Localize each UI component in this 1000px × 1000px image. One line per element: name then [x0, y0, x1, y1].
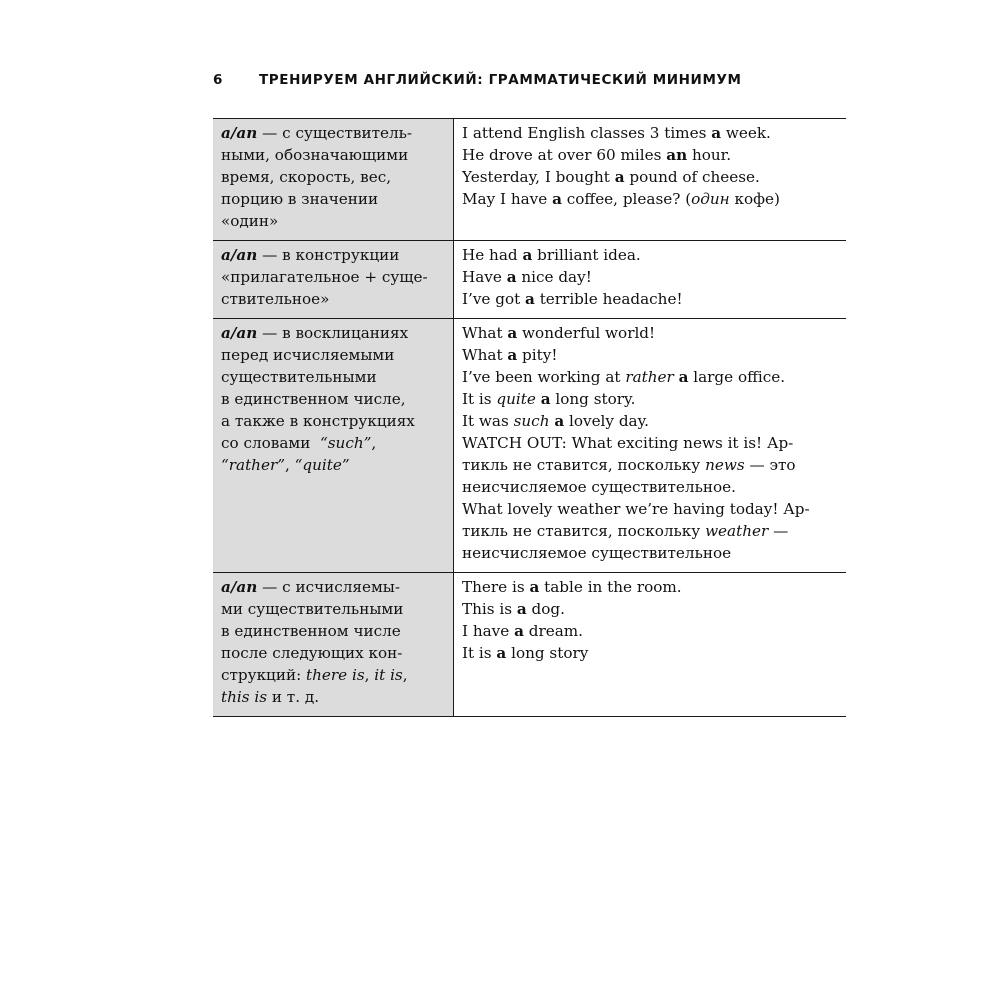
example-sentence	[462, 188, 842, 210]
rule-line	[221, 244, 447, 266]
example-sentence	[462, 576, 842, 598]
rule-text: ,	[402, 666, 408, 684]
example-text: pity!	[517, 346, 558, 364]
example-sentence	[462, 144, 842, 166]
example-text: long story	[506, 644, 589, 662]
rule-text: — с существитель-	[257, 124, 413, 142]
rule-text: ,	[284, 456, 295, 474]
construction-there-is: there is	[306, 666, 365, 684]
article: a	[540, 390, 551, 408]
note-italic: weather	[705, 522, 769, 540]
keyword-such: “such”	[319, 434, 372, 452]
article: a	[529, 578, 540, 596]
rule-text: со словами	[221, 434, 320, 452]
examples-cell	[454, 241, 847, 319]
intensifier-italic: quite	[496, 390, 536, 408]
article: a	[516, 600, 527, 618]
examples-cell	[454, 573, 847, 717]
note-line: What lovely weather we’re having today! Ар-	[462, 500, 810, 518]
article: a	[507, 346, 518, 364]
article: a	[507, 324, 518, 342]
rule-line	[221, 664, 447, 686]
article: a	[678, 368, 689, 386]
note-line: неисчисляемое существительное.	[462, 478, 736, 496]
construction-this-is: this is	[221, 688, 268, 706]
article: a	[552, 190, 562, 208]
example-text: There is	[462, 578, 530, 596]
rule-text: порцию в значении	[221, 190, 379, 208]
examples-cell	[454, 319, 847, 573]
example-text: He had	[462, 246, 523, 264]
example-text: brilliant idea.	[532, 246, 641, 264]
example-sentence	[462, 322, 842, 344]
rule-text: «один»	[221, 212, 279, 230]
table-row	[213, 119, 846, 241]
note-line	[462, 520, 842, 542]
note-italic: news	[705, 456, 745, 474]
example-text: It was	[462, 412, 514, 430]
example-text: I’ve been working at	[462, 368, 626, 386]
rule-text: после следующих кон-	[221, 644, 403, 662]
example-text: I attend English classes 3 times	[462, 124, 712, 142]
construction-it-is: it is	[374, 666, 403, 684]
rule-text: ствительное»	[221, 290, 330, 308]
example-sentence	[462, 620, 842, 642]
example-text: hour.	[687, 146, 732, 164]
note-line	[462, 454, 842, 476]
rule-text: — в восклицаниях	[257, 324, 409, 342]
article: a	[522, 246, 533, 264]
example-sentence	[462, 344, 842, 366]
rule-text: существительными	[221, 368, 377, 386]
table-row	[213, 319, 846, 573]
rule-cell	[213, 573, 454, 717]
example-text: This is	[462, 600, 517, 618]
example-text: It is	[462, 644, 497, 662]
rule-text: и т. д.	[267, 688, 320, 706]
article: a	[711, 124, 722, 142]
rule-line	[221, 686, 447, 708]
rule-cell	[213, 241, 454, 319]
example-text: pound of cheese.	[624, 168, 760, 186]
example-text: кофе)	[729, 190, 780, 208]
rule-cell	[213, 319, 454, 573]
article: a	[496, 644, 507, 662]
example-text: dog.	[526, 600, 565, 618]
keyword-quite: “quite”	[294, 456, 350, 474]
example-text: nice day!	[516, 268, 592, 286]
example-text: long story.	[550, 390, 636, 408]
example-sentence	[462, 166, 842, 188]
rule-text: ными, обозначающими	[221, 146, 409, 164]
example-sentence	[462, 266, 842, 288]
rule-text: а также в конструкциях	[221, 412, 415, 430]
note-text: тикль не ставится, поскольку	[462, 522, 706, 540]
example-text: It is	[462, 390, 497, 408]
intensifier-italic: rather	[625, 368, 674, 386]
table-row	[213, 241, 846, 319]
article: a	[525, 290, 535, 308]
article: a	[506, 268, 517, 286]
rule-line	[221, 432, 447, 454]
rule-text: в единственном числе	[221, 622, 401, 640]
rule-text: ми существительными	[221, 600, 404, 618]
rule-text: — с исчисляемы-	[257, 578, 401, 596]
example-text: large office.	[688, 368, 786, 386]
page-number: 6	[213, 72, 223, 88]
translation-italic: один	[691, 190, 730, 208]
note-text: —	[768, 522, 789, 540]
rule-text: струкций:	[221, 666, 307, 684]
note-line: неисчисляемое существительное	[462, 544, 732, 562]
rule-text: перед исчисляемыми	[221, 346, 395, 364]
rule-term: a/an	[221, 124, 258, 142]
example-text: May I have	[462, 190, 553, 208]
rule-term: a/an	[221, 578, 258, 596]
example-text: What	[462, 346, 508, 364]
example-text: Have	[462, 268, 507, 286]
example-sentence	[462, 410, 842, 432]
example-text: I’ve got	[462, 290, 526, 308]
example-text: I have	[462, 622, 515, 640]
rule-line	[221, 576, 447, 598]
article: a	[514, 622, 524, 640]
note-text: — это	[744, 456, 796, 474]
example-text: week.	[721, 124, 771, 142]
example-sentence	[462, 598, 842, 620]
example-sentence	[462, 642, 842, 664]
rule-text: — в конструкции	[257, 246, 400, 264]
example-text: lovely day.	[564, 412, 649, 430]
article: a	[554, 412, 565, 430]
rule-text: ,	[371, 434, 377, 452]
example-sentence	[462, 244, 842, 266]
grammar-rules-table	[213, 118, 846, 717]
table-row	[213, 573, 846, 717]
example-text: coffee, please? (	[561, 190, 692, 208]
running-title: ТРЕНИРУЕМ АНГЛИЙСКИЙ: ГРАММАТИЧЕСКИЙ МИНИМУМ	[259, 72, 742, 88]
rule-line	[221, 454, 447, 476]
example-sentence	[462, 288, 842, 310]
example-text: terrible headache!	[534, 290, 683, 308]
example-text: Yesterday, I bought	[462, 168, 615, 186]
example-text: wonderful world!	[517, 324, 656, 342]
note-line: WATCH OUT: What exciting news it is! Ар-	[462, 434, 794, 452]
example-text: He drove at over 60 miles	[462, 146, 667, 164]
note-text: тикль не ставится, поскольку	[462, 456, 706, 474]
rule-line	[221, 122, 447, 144]
rule-text: время, скорость, вес,	[221, 168, 392, 186]
rule-line	[221, 322, 447, 344]
rule-term: a/an	[221, 246, 258, 264]
article: a	[614, 168, 625, 186]
rule-text: «прилагательное + суще-	[221, 268, 428, 286]
page-header	[213, 72, 818, 96]
rule-term: a/an	[221, 324, 258, 342]
rule-text: ,	[364, 666, 375, 684]
example-sentence	[462, 122, 842, 144]
examples-cell	[454, 119, 847, 241]
rule-cell	[213, 119, 454, 241]
intensifier-italic: such	[513, 412, 550, 430]
rule-text: в единственном числе,	[221, 390, 406, 408]
keyword-rather: “rather”	[221, 456, 285, 474]
example-sentence	[462, 388, 842, 410]
example-text: table in the room.	[539, 578, 682, 596]
article: an	[666, 146, 688, 164]
example-text: dream.	[523, 622, 583, 640]
example-text: What	[462, 324, 508, 342]
example-sentence	[462, 366, 842, 388]
